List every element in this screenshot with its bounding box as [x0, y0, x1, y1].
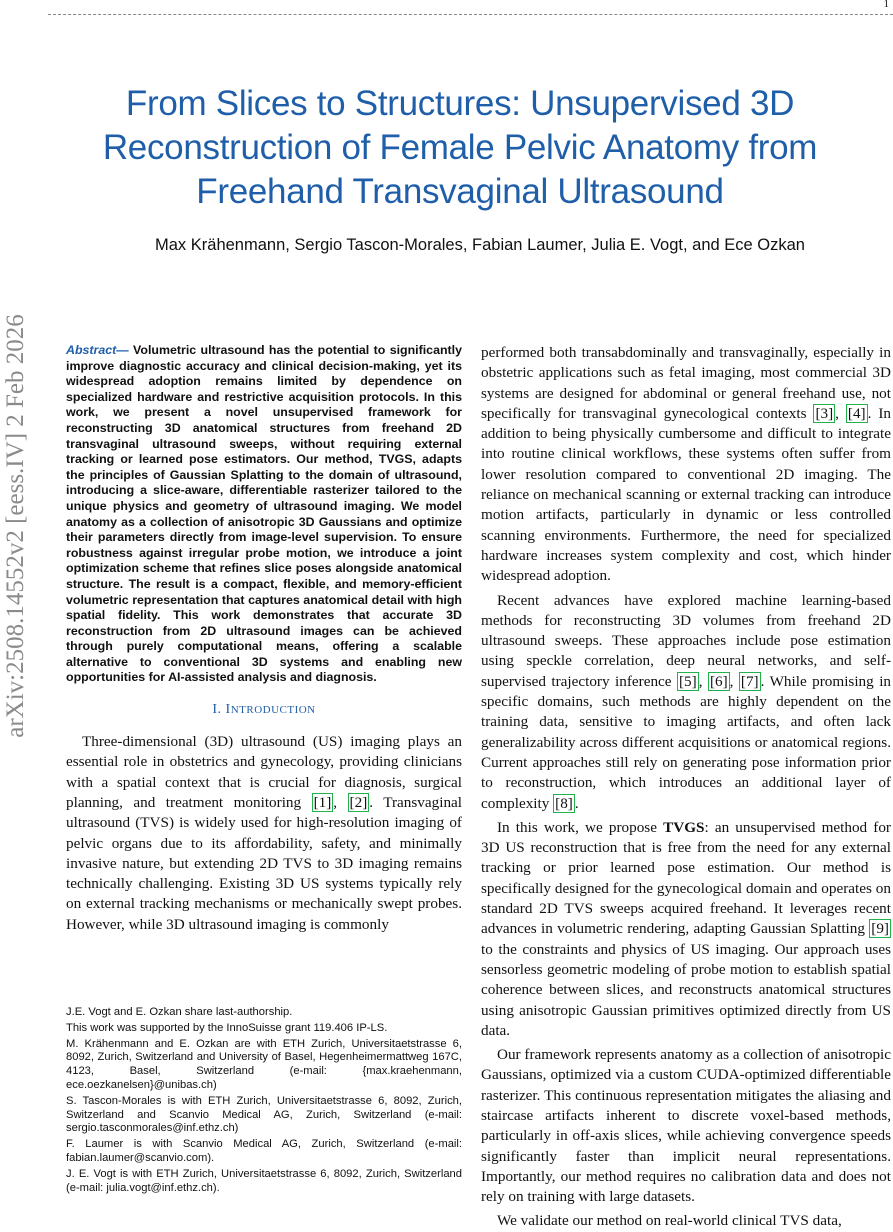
citation-link[interactable]: [3]: [815, 404, 834, 422]
footnote: J.E. Vogt and E. Ozkan share last-authorship.: [66, 1006, 293, 1018]
author-list: Max Krähenmann, Sergio Tascon-Morales, Fabian Laumer, Julia E. Vogt, and Ece Ozkan: [155, 236, 805, 254]
citation-link[interactable]: [2]: [349, 793, 368, 811]
body-paragraph: Recent advances have explored machine learning-based methods for reconstructing 3D volumes from freehand 2D ultrasound sweeps. These approaches include pose estimation using speckle correlation, deep neural networks, and self-supervised trajectory inference [5] , [6] , [7] . While promising in specific domains, such methods are highly dependent on the training data, sensitive to imaging artifacts, and often lack generalizability across different acquisitions or anatomical regions. Current approaches still rely on generating pose information prior to reconstruction, which introduces an additional layer of complexity [8] .: [481, 591, 892, 812]
section-heading-introduction: I. INTRODUCTION: [212, 702, 316, 718]
body-paragraph: In this work, we propose TVGS: an unsupervised method for 3D US reconstruction that is free from the need for any external tracking or prior learned pose estimation. Our method is specifically designed for the gynecological domain and operates on standard 2D TVS sweeps acquired freehand. It leverages recent advances in volumetric rendering, adapting Gaussian Splatting [9] to the constraints and physics of US imaging. Our approach uses sensorless geometric modeling of probe motion to establish spatial coherence between slices, and reconstructs anatomical structures using anisotropic Gaussian primitives optimized directly from US data.: [481, 818, 891, 1039]
abstract-label: Abstract—: [66, 343, 129, 357]
paper-title: From Slices to Structures: Unsupervised 3D Reconstruction of Female Pelvic Anatomy from Freehand Transvaginal Ultrasound: [102, 84, 818, 211]
citation-link[interactable]: [1]: [313, 793, 332, 811]
footnote: J. E. Vogt is with ETH Zurich, Universitaetstrasse 6, 8092, Zurich, Switzerland (e-mail: julia.vogt@inf.ethz.ch).: [66, 1167, 462, 1194]
footnotes: [66, 1006, 462, 1197]
footnote: M. Krähenmann and E. Ozkan are with ETH Zurich, Universitaetstrasse 6, 8092, Zurich, Switzerland and University of Basel, Hegenheimermattweg 167C, 4123, Basel, Switzerland (e-mail: {max.kraehenmann, ece.oezkanelsen}@unibas.ch): [66, 1037, 462, 1091]
arxiv-sidebar-id: arXiv:2508.14552v2 [eess.IV] 2 Feb 2026: [2, 314, 29, 738]
right-column: [481, 343, 891, 1232]
citation-link[interactable]: [8]: [555, 794, 573, 812]
footnote: F. Laumer is with Scanvio Medical AG, Zurich, Switzerland (e-mail: fabian.laumer@scanvio.com).: [66, 1138, 462, 1164]
abstract: [66, 343, 462, 686]
citation-link[interactable]: [6]: [709, 672, 728, 690]
intro-paragraph: Three-dimensional (3D) ultrasound (US) imaging plays an essential role in obstetrics and gynecology, providing clinicians with a spatial context that is crucial for diagnosis, surgical planning, and treatment monitoring [1] , [2] . Transvaginal ultrasound (TVS) is widely used for high-resolution imaging of pelvic organs due to its affordability, safety, and minimally invasive nature, but extending 2D TVS to 3D imaging remains technically challenging. Existing 3D US systems typically rely on external tracking mechanisms or mechanically swept probes. However, while 3D ultrasound imaging is commonly: [66, 733, 462, 933]
body-paragraph: Our framework represents anatomy as a collection of anisotropic Gaussians, optimized via a custom CUDA-optimized differentiable rasterizer. This continuous representation mitigates the aliasing and staircase artifacts inherent to discrete voxel-based methods, particularly in off-axis slices, while achieving convergence speeds significantly faster than implicit neural representations. Importantly, our method requires no calibration data and does not rely on training with large datasets.: [481, 1046, 891, 1206]
page-number: 1: [883, 0, 889, 10]
body-paragraph: performed both transabdominally and transvaginally, especially in obstetric applications such as fetal imaging, most commercial 3D systems are designed for abdominal or general freehand use, not specifically for transvaginal gynecological contexts [3] , [4] . In addition to being physically cumbersome and difficult to integrate into routine clinical workflows, these systems often suffer from lower resolution compared to conventional 2D imaging. The reliance on mechanical scanning or external tracking can introduce motion artifacts, particularly in dynamic or less controlled scanning environments. Furthermore, the need for specialized hardware increases system complexity and cost, which hinder widespread adoption.: [481, 344, 892, 585]
citation-link[interactable]: [5]: [678, 672, 697, 690]
citation-link[interactable]: [4]: [847, 404, 866, 422]
method-name: TVGS: [663, 818, 705, 836]
abstract-text: Volumetric ultrasound has the potential to significantly improve diagnostic accuracy and clinical decision-making, yet its widespread adoption remains limited by dependence on specialized hardware and restrictive acquisition protocols. In this work, we present a novel unsupervised framework for reconstructing 3D anatomical structures from freehand 2D transvaginal ultrasound sweeps, without requiring external tracking or learned pose estimators. Our method, TVGS, adapts the principles of Gaussian Splatting to the domain of ultrasound, introducing a slice-aware, differentiable rasterizer tailored to the unique physics and geometry of ultrasound imaging. We model anatomy as a collection of anisotropic 3D Gaussians and optimize their parameters directly from image-level supervision. To ensure robustness against irregular probe motion, we introduce a joint optimization scheme that refines slice poses alongside anatomical structure. The result is a compact, flexible, and memory-efficient volumetric representation that captures anatomical detail with high spatial fidelity. This work demonstrates that accurate 3D reconstruction from 2D ultrasound images can be achieved through purely computational means, offering a scalable alternative to conventional 3D systems and enabling new opportunities for AI-assisted analysis and diagnosis.: [66, 343, 462, 685]
citation-link[interactable]: [7]: [740, 672, 759, 690]
left-column: [66, 343, 462, 935]
citation-link[interactable]: [9]: [871, 920, 889, 938]
header-rule: [48, 14, 893, 15]
footnote: This work was supported by the InnoSuisse grant 119.406 IP-LS.: [66, 1021, 388, 1034]
body-paragraph: We validate our method on real-world clinical TVS data,: [497, 1212, 842, 1230]
footnote: S. Tascon-Morales is with ETH Zurich, Universitaetstrasse 6, 8092, Zurich, Switzerland and Scanvio Medical AG, Zurich, Switzerland (e-mail: sergio.tasconmorales@inf.ethz.ch): [66, 1094, 462, 1135]
